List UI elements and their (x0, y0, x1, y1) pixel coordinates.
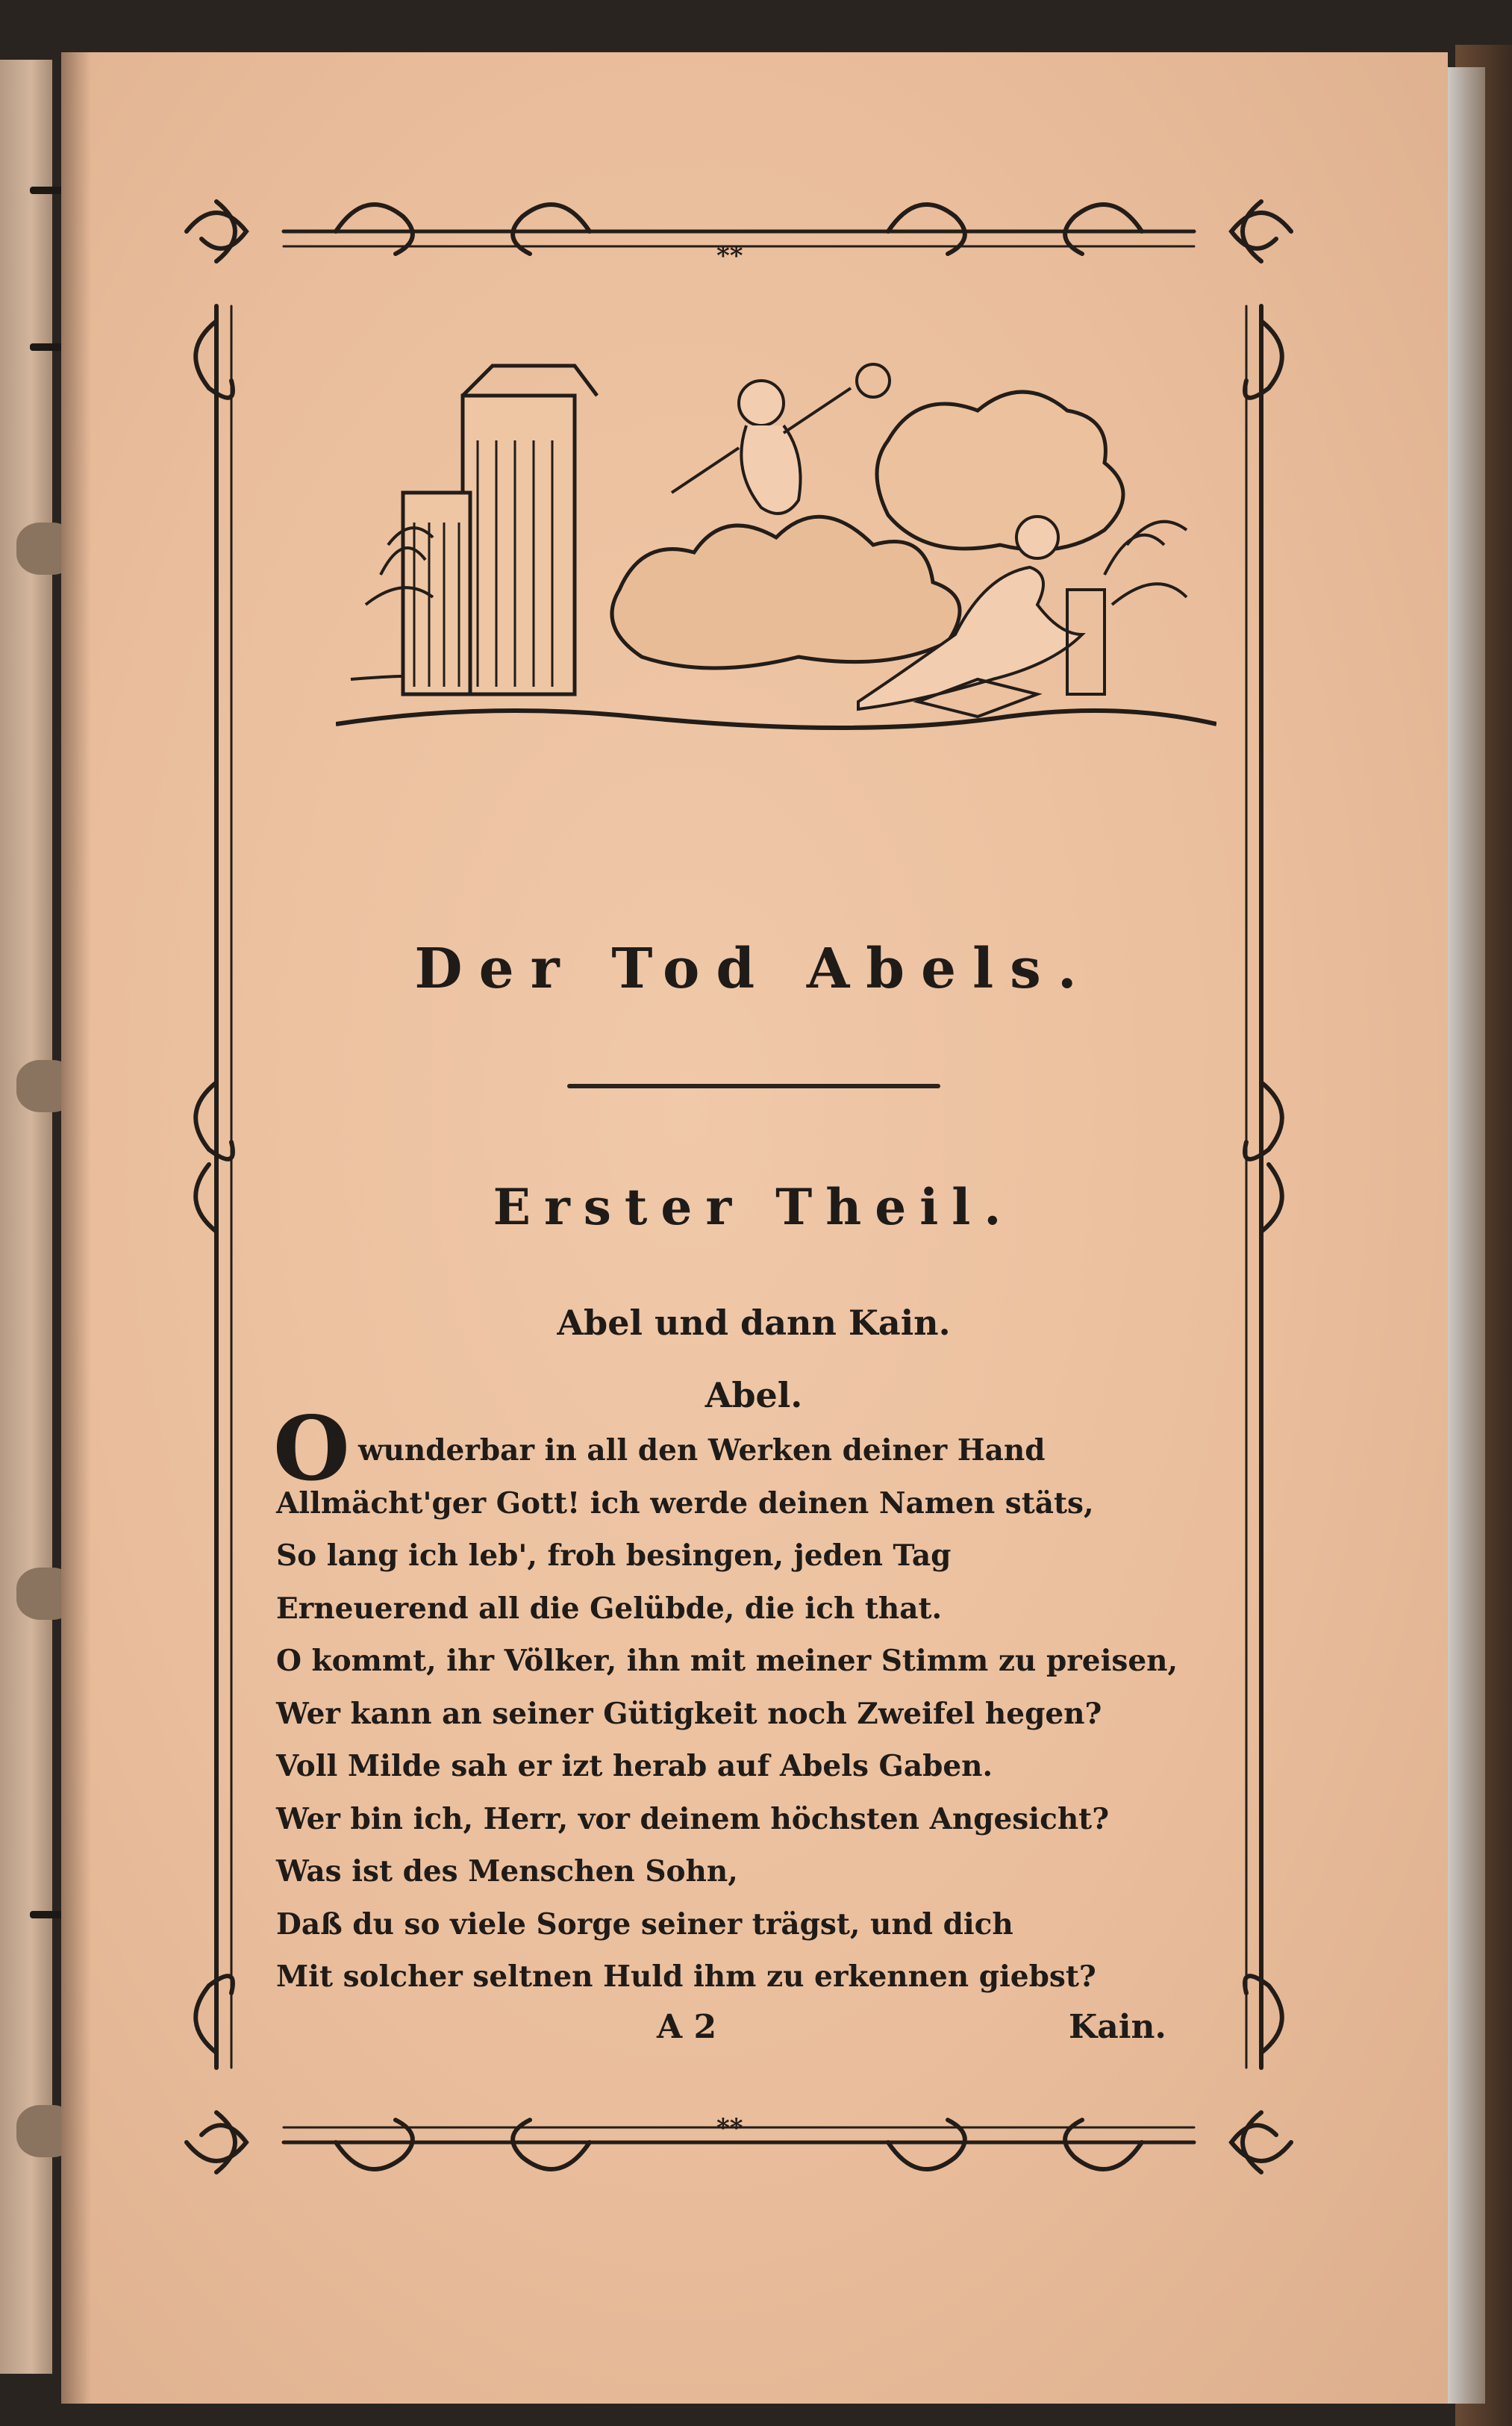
gutter-shadow (61, 52, 91, 2404)
verse-line: Erneuerend all die Gelübde, die ich that. (276, 1591, 943, 1626)
verse-line: Mit solcher seltnen Huld ihm zu erkennen giebst? (276, 1959, 1096, 1994)
verse-line: Daß du so viele Sorge seiner trägst, und dich (276, 1906, 1013, 1942)
title-rule (567, 1084, 940, 1088)
catchword: Kain. (1069, 2008, 1166, 2046)
woodcut-vignette (336, 351, 1216, 769)
frame-mark-top: ** (716, 241, 743, 271)
verse-line: Wer kann an seiner Gütigkeit noch Zweifel hegen? (276, 1696, 1102, 1731)
verse-line: Was ist des Menschen Sohn, (276, 1854, 738, 1889)
part-heading: Erster Theil. (493, 1178, 1015, 1236)
verse-line: wunderbar in all den Werken deiner Hand (358, 1433, 1046, 1468)
verse-line: O kommt, ihr Völker, ihn mit meiner Stimm zu preisen, (276, 1644, 1178, 1678)
verse-line: Allmächt'ger Gott! ich werde deinen Namen stäts, (276, 1485, 1094, 1521)
signature-mark: A 2 (657, 2008, 717, 2046)
verse-line: Wer bin ich, Herr, vor deinem höchsten Angesicht? (276, 1801, 1110, 1836)
frame-mark-bottom: ** (716, 2113, 743, 2143)
verse-line: Voll Milde sah er izt herab auf Abels Gaben. (276, 1749, 993, 1783)
verse-block (276, 1424, 1231, 2004)
drop-cap: O (273, 1397, 350, 1500)
verse-line: So lang ich leb', froh besingen, jeden Tag (276, 1538, 952, 1573)
page-title: Der Tod Abels. (414, 937, 1093, 1001)
scene-heading: Abel und dann Kain. (557, 1303, 951, 1343)
facing-page-edge (0, 60, 52, 2374)
speaker-name: Abel. (705, 1375, 803, 1415)
